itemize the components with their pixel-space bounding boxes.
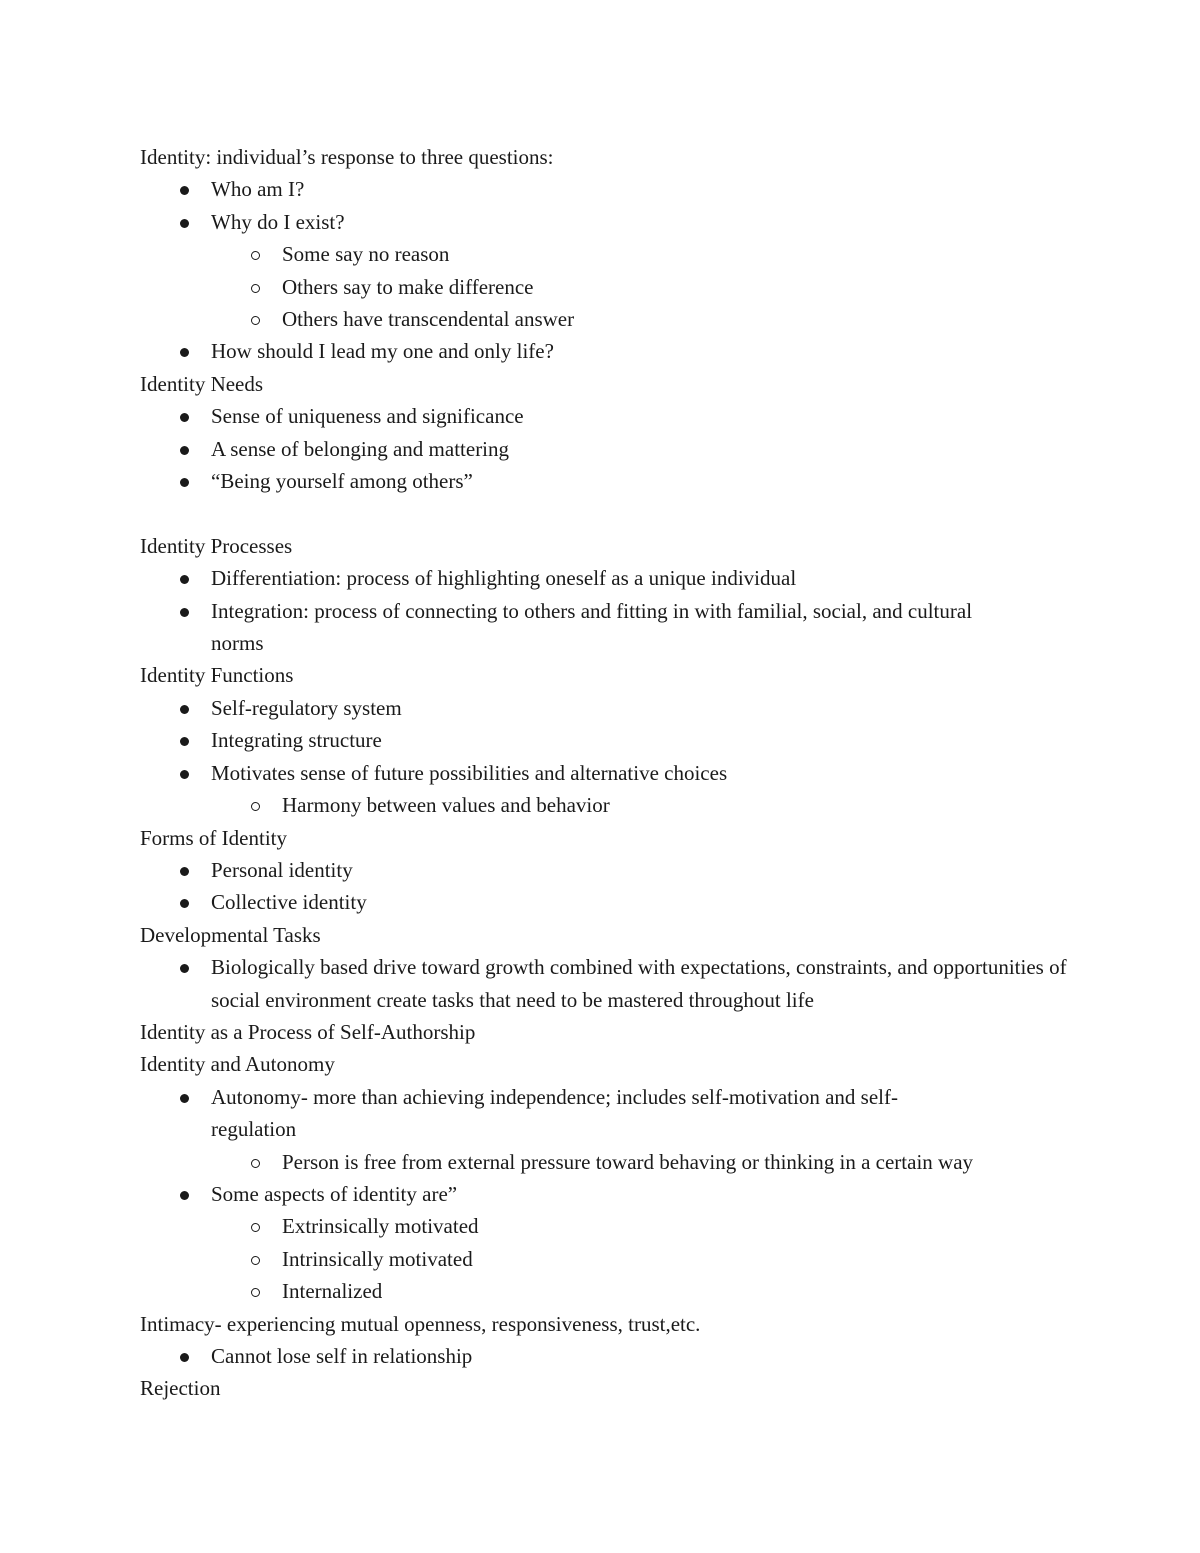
list-item xyxy=(140,886,1100,918)
list-item-text: Person is free from external pressure toward behaving or thinking in a certain way xyxy=(282,1149,974,1174)
bullet-icon xyxy=(180,348,189,357)
list-item-text: Autonomy- more than achieving independence; includes self-motivation and self-regulation xyxy=(211,1084,898,1142)
list-item-text: Some aspects of identity are” xyxy=(211,1181,458,1206)
hollow-bullet-icon xyxy=(251,1223,260,1232)
document-body xyxy=(140,141,1100,1405)
sub-list-item xyxy=(140,238,1100,270)
list-item-text: Integrating structure xyxy=(211,728,382,753)
list-item xyxy=(140,562,1100,594)
hollow-bullet-icon xyxy=(251,802,260,811)
list-item xyxy=(140,951,1113,1016)
sub-list-item xyxy=(140,1210,1100,1242)
blank-line xyxy=(140,497,1100,529)
list-item xyxy=(140,757,1100,789)
list-item xyxy=(140,1081,946,1146)
bullet-icon xyxy=(180,446,189,455)
bullet-icon xyxy=(180,737,189,746)
list-item xyxy=(140,595,991,660)
hollow-bullet-icon xyxy=(251,1288,260,1297)
heading-identity-autonomy: Identity and Autonomy xyxy=(140,1052,335,1077)
list-item xyxy=(140,854,1100,886)
list-item-text: Extrinsically motivated xyxy=(282,1214,479,1239)
list-item-text: Integration: process of connecting to others and fitting in with familial, social, and cultural norms xyxy=(211,598,973,656)
sub-list-item xyxy=(140,1275,1100,1307)
list-item-text: Why do I exist? xyxy=(211,209,345,234)
sub-list-item xyxy=(140,789,1100,821)
list-item-text: Some say no reason xyxy=(282,242,450,267)
hollow-bullet-icon xyxy=(251,316,260,325)
list-item xyxy=(140,724,1100,756)
heading-identity: Identity: individual’s response to three questions: xyxy=(140,145,554,169)
heading-rejection: Rejection xyxy=(140,1376,221,1401)
list-item-text: “Being yourself among others” xyxy=(211,469,473,494)
list-item-text: Intrinsically motivated xyxy=(282,1246,473,1271)
bullet-icon xyxy=(180,478,189,487)
sub-list-item xyxy=(140,303,1100,335)
sub-list-item xyxy=(140,1243,1100,1275)
bullet-icon xyxy=(180,1353,189,1362)
list-item-text: A sense of belonging and mattering xyxy=(211,436,510,461)
bullet-icon xyxy=(180,867,189,876)
list-item-text: Motivates sense of future possibilities and alternative choices xyxy=(211,760,728,785)
bullet-icon xyxy=(180,705,189,714)
heading-forms-of-identity: Forms of Identity xyxy=(140,825,287,850)
list-item xyxy=(140,400,1100,432)
hollow-bullet-icon xyxy=(251,1256,260,1265)
hollow-bullet-icon xyxy=(251,1159,260,1168)
sub-list-item xyxy=(140,271,1100,303)
bullet-icon xyxy=(180,1191,189,1200)
list-item-text: Personal identity xyxy=(211,857,353,882)
bullet-icon xyxy=(180,964,189,973)
list-item xyxy=(140,206,1100,238)
heading-self-authorship: Identity as a Process of Self-Authorship xyxy=(140,1019,476,1044)
list-item xyxy=(140,433,1100,465)
list-item-text: Differentiation: process of highlighting oneself as a unique individual xyxy=(211,566,797,591)
hollow-bullet-icon xyxy=(251,284,260,293)
list-item xyxy=(140,692,1100,724)
list-item-text: Others say to make difference xyxy=(282,274,534,299)
hollow-bullet-icon xyxy=(251,251,260,260)
heading-developmental-tasks: Developmental Tasks xyxy=(140,922,321,947)
list-item-text: Who am I? xyxy=(211,177,305,202)
list-item-text: How should I lead my one and only life? xyxy=(211,339,554,364)
bullet-icon xyxy=(180,575,189,584)
bullet-icon xyxy=(180,608,189,617)
list-item-text: Sense of uniqueness and significance xyxy=(211,404,524,429)
list-item-text: Harmony between values and behavior xyxy=(282,793,610,818)
list-item-text: Collective identity xyxy=(211,890,367,915)
bullet-icon xyxy=(180,413,189,422)
bullet-icon xyxy=(180,186,189,195)
heading-identity-processes: Identity Processes xyxy=(140,533,293,558)
list-item xyxy=(140,173,1100,205)
list-item-text: Cannot lose self in relationship xyxy=(211,1344,473,1369)
heading-identity-needs: Identity Needs xyxy=(140,371,264,396)
bullet-icon xyxy=(180,899,189,908)
list-item xyxy=(140,1178,1100,1210)
list-item-text: Biologically based drive toward growth combined with expectations, constraints, and opportunities of social environment create tasks that need to be mastered throughout life xyxy=(211,955,1067,1012)
sub-list-item xyxy=(140,1146,1100,1178)
list-item-text: Self-regulatory system xyxy=(211,695,402,720)
list-item-text: Internalized xyxy=(282,1279,383,1304)
bullet-icon xyxy=(180,1094,189,1103)
list-item xyxy=(140,1340,1100,1372)
list-item-text: Others have transcendental answer xyxy=(282,307,575,332)
bullet-icon xyxy=(180,219,189,228)
list-item xyxy=(140,465,1100,497)
list-item xyxy=(140,335,1100,367)
heading-intimacy: Intimacy- experiencing mutual openness, responsiveness, trust,etc. xyxy=(140,1311,701,1336)
bullet-icon xyxy=(180,770,189,779)
heading-identity-functions: Identity Functions xyxy=(140,663,294,688)
